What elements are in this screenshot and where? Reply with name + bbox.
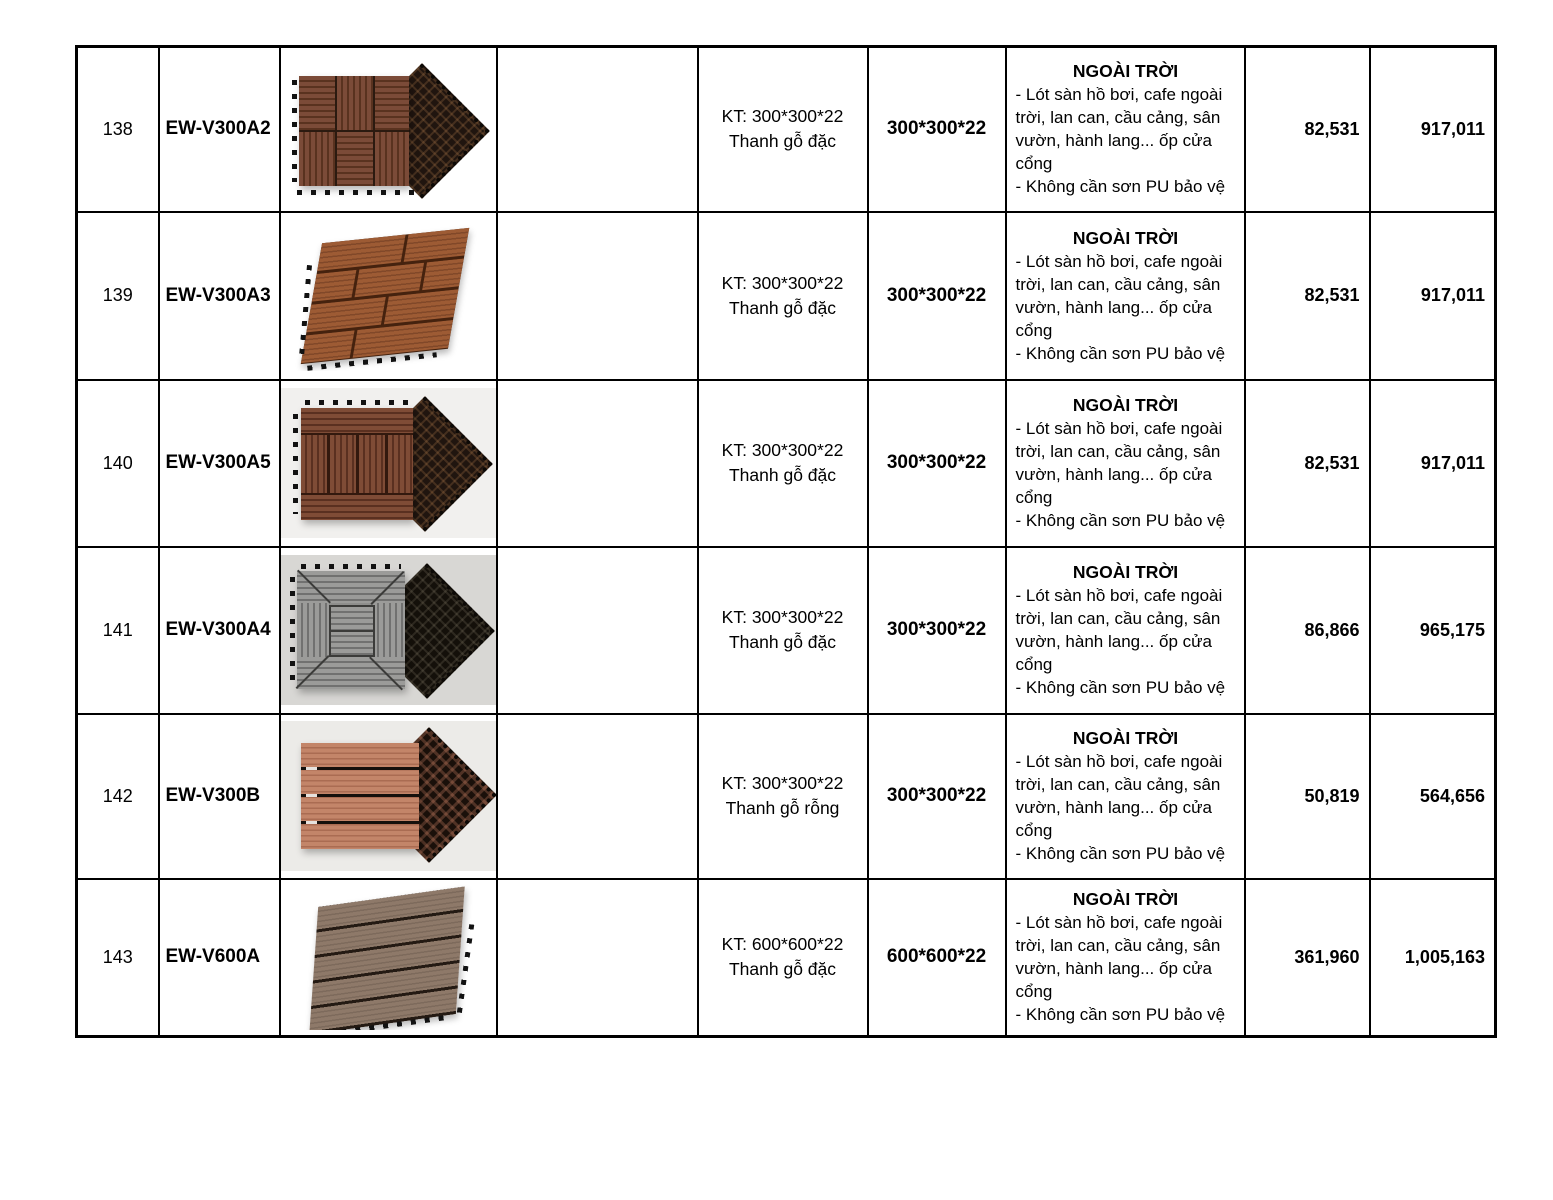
product-photo: [281, 721, 497, 871]
spec-cell: [698, 714, 868, 879]
usage-line-2: - Không cần sơn PU bảo vệ: [1015, 844, 1226, 863]
spec-line-2: Thanh gỗ đặc: [728, 632, 837, 652]
spec-line-2: Thanh gỗ đặc: [728, 959, 837, 980]
unit-price-cell: 82,531: [1245, 212, 1370, 380]
usage-cell: [1006, 380, 1245, 547]
usage-cell: [1006, 47, 1245, 212]
size-cell: 300*300*22: [868, 212, 1006, 380]
usage-line-1: - Lót sàn hồ bơi, cafe ngoài trời, lan can, cầu cảng, sân vườn, hành lang... ốp cửa cổng: [1015, 913, 1223, 1002]
size-cell: 300*300*22: [868, 714, 1006, 879]
connector-dots: [305, 400, 411, 405]
usage-line-1: - Lót sàn hồ bơi, cafe ngoài trời, lan can, cầu cảng, sân vườn, hành lang... ốp cửa cổng: [1015, 419, 1223, 507]
usage-line-1: - Lót sàn hồ bơi, cafe ngoài trời, lan can, cầu cảng, sân vườn, hành lang... ốp cửa cổng: [1015, 251, 1223, 340]
size-cell: 600*600*22: [868, 879, 1006, 1037]
spec-cell: [698, 380, 868, 547]
table-row: [77, 547, 1496, 714]
row-number-cell: 138: [77, 47, 159, 212]
row-number-cell: 143: [77, 879, 159, 1037]
blank-cell: [497, 879, 698, 1037]
size-cell: 300*300*22: [868, 47, 1006, 212]
decking-tile: [300, 227, 469, 363]
table-row: [77, 212, 1496, 380]
blank-cell: [497, 714, 698, 879]
decking-tile: [299, 76, 409, 186]
spec-cell: [698, 47, 868, 212]
product-image-cell: [280, 547, 497, 714]
spec-line-1: KT: 300*300*22: [721, 440, 844, 460]
table-row: [77, 47, 1496, 212]
product-image-cell: [280, 47, 497, 212]
size-cell: 300*300*22: [868, 547, 1006, 714]
total-price-cell: 917,011: [1370, 380, 1496, 547]
spec-cell: [698, 547, 868, 714]
usage-line-2: - Không cần sơn PU bảo vệ: [1015, 177, 1226, 197]
spec-line-1: KT: 600*600*22: [721, 934, 844, 955]
spec-line-1: KT: 300*300*22: [721, 106, 844, 127]
total-price-cell: 917,011: [1370, 47, 1496, 212]
product-code-cell: EW-V600A: [159, 879, 280, 1037]
usage-line-2: - Không cần sơn PU bảo vệ: [1015, 1005, 1226, 1025]
decking-tile: [301, 743, 419, 849]
table-row: [77, 714, 1496, 879]
total-price-cell: 917,011: [1370, 212, 1496, 380]
connector-dots: [293, 414, 298, 514]
product-code-cell: EW-V300A4: [159, 547, 280, 714]
unit-price-cell: 82,531: [1245, 380, 1370, 547]
connector-dots: [301, 564, 401, 569]
product-photo: [281, 221, 497, 371]
spec-line-2: Thanh gỗ đặc: [728, 297, 837, 318]
spec-line-1: KT: 300*300*22: [721, 773, 844, 793]
spec-line-1: KT: 300*300*22: [721, 607, 844, 627]
unit-price-cell: 86,866: [1245, 547, 1370, 714]
total-price-cell: 965,175: [1370, 547, 1496, 714]
product-photo: [281, 54, 497, 204]
spec-cell: [698, 879, 868, 1037]
blank-cell: [497, 212, 698, 380]
total-price-cell: 564,656: [1370, 714, 1496, 879]
decking-tile: [301, 408, 413, 520]
blank-cell: [497, 380, 698, 547]
price-list-sheet: [75, 45, 1497, 1038]
blank-cell: [497, 547, 698, 714]
unit-price-cell: 82,531: [1245, 47, 1370, 212]
product-image-cell: [280, 380, 497, 547]
usage-line-1: - Lót sàn hồ bơi, cafe ngoài trời, lan can, cầu cảng, sân vườn, hành lang... ốp cửa cổng: [1015, 752, 1223, 840]
decking-tile: [297, 571, 405, 689]
usage-title: NGOÀI TRỜI: [1072, 889, 1179, 910]
usage-line-2: - Không cần sơn PU bảo vệ: [1015, 511, 1226, 530]
decking-tile: [309, 887, 464, 1031]
spec-line-2: Thanh gỗ đặc: [728, 465, 837, 485]
row-number-cell: 139: [77, 212, 159, 380]
usage-line-1: - Lót sàn hồ bơi, cafe ngoài trời, lan can, cầu cảng, sân vườn, hành lang... ốp cửa cổng: [1015, 85, 1223, 174]
usage-title: NGOÀI TRỜI: [1072, 61, 1179, 82]
spec-line-2: Thanh gỗ đặc: [728, 131, 837, 152]
product-code-cell: EW-V300A3: [159, 212, 280, 380]
size-cell: 300*300*22: [868, 380, 1006, 547]
product-image-cell: [280, 879, 497, 1037]
row-number-cell: 140: [77, 380, 159, 547]
unit-price-cell: 50,819: [1245, 714, 1370, 879]
usage-cell: [1006, 547, 1245, 714]
product-image-cell: [280, 714, 497, 879]
product-code-cell: EW-V300A2: [159, 47, 280, 212]
table-row: [77, 380, 1496, 547]
usage-cell: [1006, 879, 1245, 1037]
product-code-cell: EW-V300B: [159, 714, 280, 879]
connector-dots: [290, 577, 295, 685]
product-code-cell: EW-V300A5: [159, 380, 280, 547]
product-image-cell: [280, 212, 497, 380]
table-row: [77, 879, 1496, 1037]
usage-title: NGOÀI TRỜI: [1072, 728, 1179, 748]
usage-title: NGOÀI TRỜI: [1072, 562, 1179, 582]
total-price-cell: 1,005,163: [1370, 879, 1496, 1037]
usage-title: NGOÀI TRỜI: [1072, 227, 1179, 248]
spec-cell: [698, 212, 868, 380]
usage-cell: [1006, 714, 1245, 879]
usage-title: NGOÀI TRỜI: [1072, 395, 1179, 415]
usage-line-2: - Không cần sơn PU bảo vệ: [1015, 678, 1226, 697]
row-number-cell: 142: [77, 714, 159, 879]
product-photo: [281, 388, 497, 538]
usage-line-1: - Lót sàn hồ bơi, cafe ngoài trời, lan can, cầu cảng, sân vườn, hành lang... ốp cửa cổng: [1015, 586, 1223, 674]
usage-line-2: - Không cần sơn PU bảo vệ: [1015, 343, 1226, 363]
usage-cell: [1006, 212, 1245, 380]
blank-cell: [497, 47, 698, 212]
row-number-cell: 141: [77, 547, 159, 714]
spec-line-1: KT: 300*300*22: [721, 272, 844, 293]
product-photo: [281, 884, 497, 1030]
product-photo: [281, 555, 497, 705]
connector-dots: [297, 190, 415, 195]
spec-line-2: Thanh gỗ rỗng: [725, 798, 840, 818]
connector-dots: [292, 80, 297, 182]
price-table: [75, 45, 1497, 1038]
unit-price-cell: 361,960: [1245, 879, 1370, 1037]
